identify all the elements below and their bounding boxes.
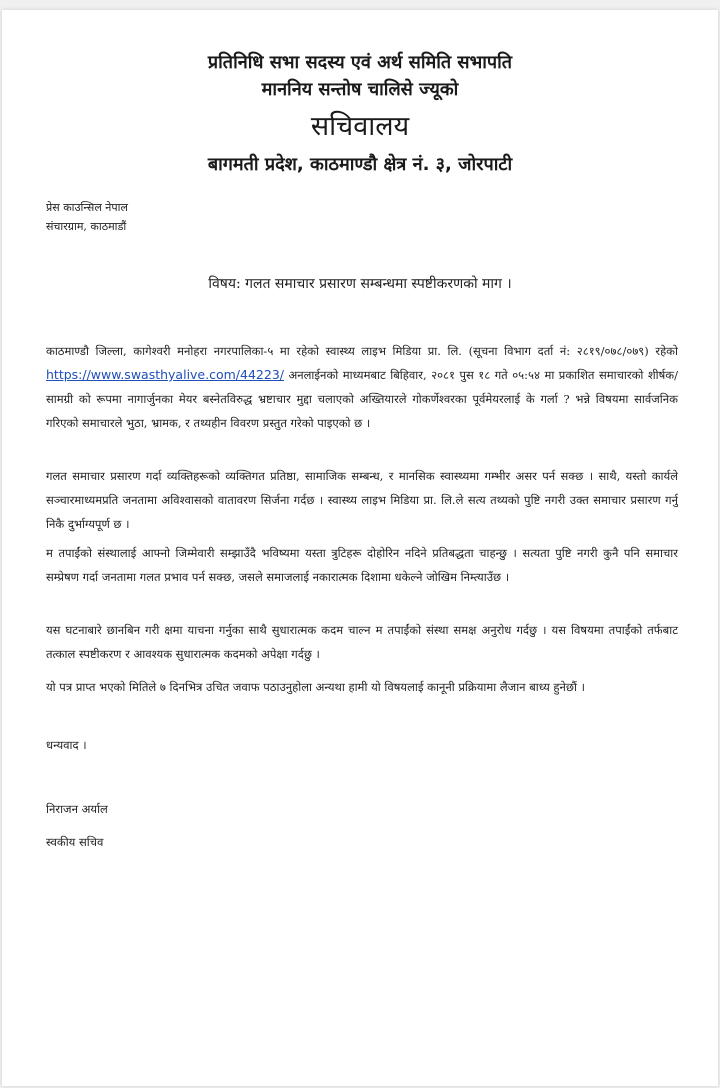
recipient-name: प्रेस काउन्सिल नेपाल — [46, 201, 128, 214]
subject-line: विषय: गलत समाचार प्रसारण सम्बन्धमा स्पष्टीकरणको माग । — [208, 276, 512, 292]
body-paragraph-2: गलत समाचार प्रसारण गर्दा व्यक्तिहरूको व्यक्तिगत प्रतिष्ठा, सामाजिक सम्बन्ध, र मानसिक स्वास्थ्यमा गम्भीर असर पर्न सक्छ । साथै, यस्तो कार्यले सञ्चारमाध्यमप्रति जनतामा अविश्वासको वातावरण सिर्जना गर्दछ । स्वास्थ्य लाइभ मिडिया प्रा. लि.ले सत्य तथ्यको पुष्टि नगरी उक्त समाचार प्रसारण गर्नु निकै दुर्भाग्यपूर्ण छ । — [46, 469, 678, 531]
body-paragraph-4: यस घटनाबारे छानबिन गरी क्षमा याचना गर्नुका साथै सुधारात्मक कदम चाल्न म तपाईंको संस्था समक्ष अनुरोध गर्दछु । यस विषयमा तपाईंको तर्फबाट तत्काल स्पष्टीकरण र आवश्यक सुधारात्मक कदमको अपेक्षा गर्दछु । — [46, 623, 678, 661]
body-paragraph-3: म तपाईंको संस्थालाई आफ्नो जिम्मेवारी सम्झाउँदै भविष्यमा यस्ता त्रुटिहरू दोहोरिन नदिने प्रतिबद्धता चाहन्छु । सत्यता पुष्टि नगरी कुनै पनि समाचार सम्प्रेषण गर्दा जनतामा गलत प्रभाव पर्न सक्छ, जसले समाजलाई नकारात्मक दिशामा धकेल्ने जोखिम निम्त्याउँछ । — [46, 546, 678, 584]
body-paragraph-1-end: अनलाईनको माध्यमबाट बिहिवार, २०८१ पुस १८ गते ०५:५४ मा प्रकाशित समाचारको शीर्षक/सामग्री को रूपमा नागार्जुनका मेयर बस्नेतविरुद्ध भ्रष्टाचार मुद्दा चलाएको अख्तियारले गोकर्णेश्वरका पूर्वमेयरलाई के गर्ला ? भन्ने विषयमा सार्वजनिक गरिएको समाचारले भुठा, भ्रामक, र तथ्यहीन विवरण प्रस्तुत गरेको पाइएको छ । — [46, 368, 679, 430]
signatory-designation: स्वकीय सचिव — [46, 835, 104, 849]
body-paragraph-5: यो पत्र प्राप्त भएको मितिले ७ दिनभित्र उचित जवाफ पठाउनुहोला अन्यथा हामी यो विषयलाई कानूनी प्रक्रियामा लैजान बाध्य हुनेछौं । — [46, 680, 585, 694]
recipient-address: संचारग्राम, काठमाडौं — [46, 220, 127, 233]
letterhead-office-title: सचिवालय — [310, 111, 410, 142]
signatory-name: निराजन अर्याल — [46, 802, 108, 816]
body-paragraph-1-start: काठमाण्डौ जिल्ला, कागेश्वरी मनोहरा नगरपालिका-५ मा रहेको स्वास्थ्य लाइभ मिडिया प्रा. लि. (सूचना विभाग दर्ता नं: २८१९/०७८/०७९) रहेको — [46, 344, 678, 358]
news-link[interactable]: https://www.swasthyalive.com/44223/ — [46, 367, 284, 382]
letterhead-location: बागमती प्रदेश, काठमाण्डौ क्षेत्र नं. ३, जोरपाटी — [207, 154, 513, 175]
letter-page — [2, 10, 718, 1086]
letterhead-line-2: माननिय सन्तोष चालिसे ज्यूको — [261, 79, 459, 100]
closing-thanks: धन्यवाद । — [46, 738, 87, 752]
body-paragraph-1 — [46, 339, 678, 435]
letterhead-line-1: प्रतिनिधि सभा सदस्य एवं अर्थ समिति सभापति — [207, 52, 513, 73]
